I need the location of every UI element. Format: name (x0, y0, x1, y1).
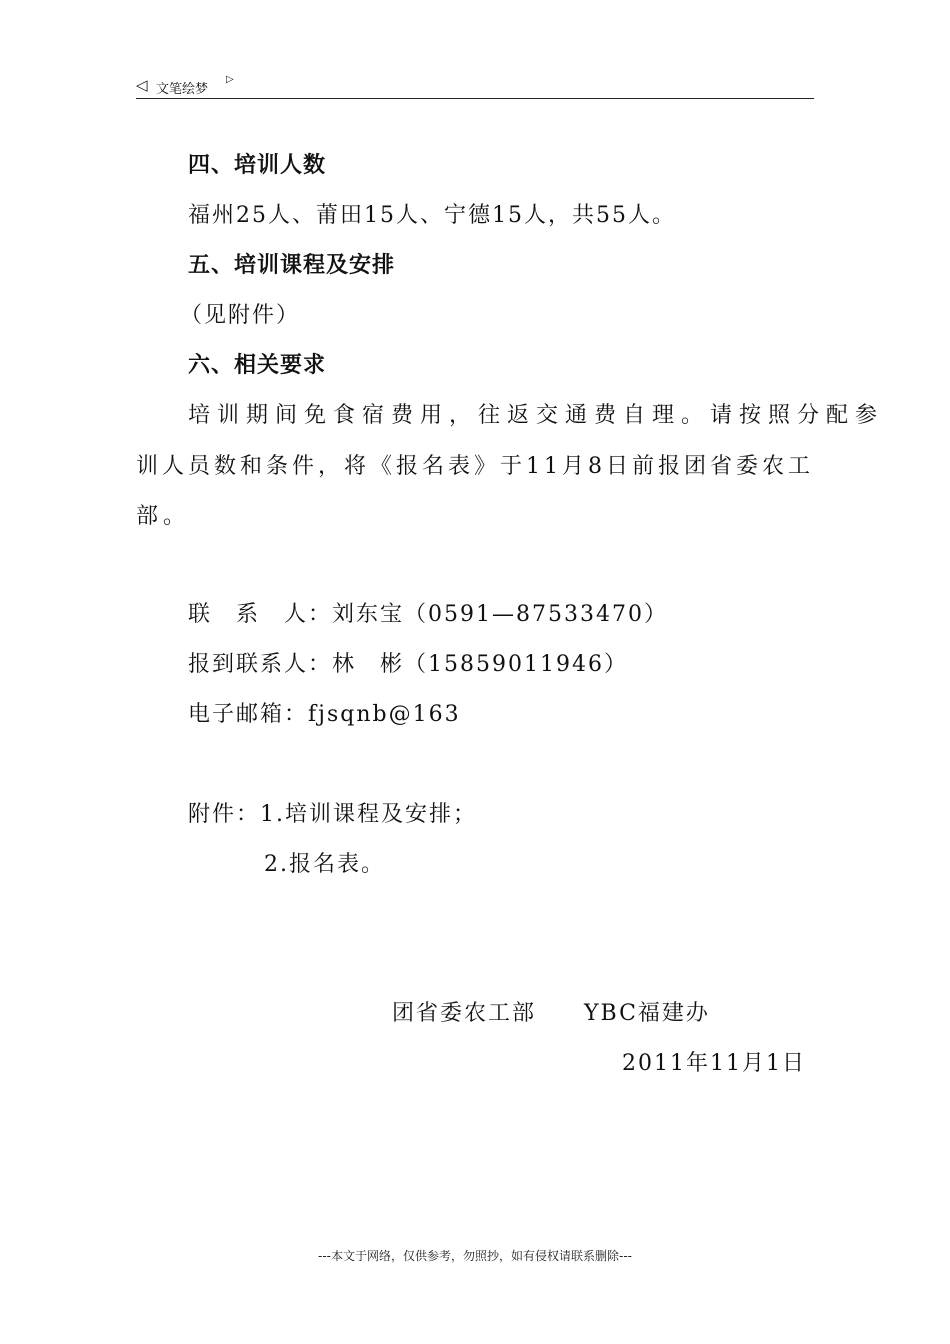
section4-heading: 四、培训人数 (188, 153, 327, 178)
section4-text: 福州25人、莆田15人、宁德15人，共55人。 (188, 203, 676, 228)
signature-orgs: 团省委农工部 YBC福建办 (392, 1001, 710, 1026)
attachment-line2: 2.报名表。 (264, 852, 385, 877)
footer-disclaimer: ---本文于网络，仅供参考，勿照抄，如有侵权请联系删除--- (318, 1249, 632, 1263)
signature-date: 2011年11月1日 (622, 1051, 806, 1076)
header-brand: 文笔绘梦 (156, 82, 209, 97)
section6-para-line3: 部。 (136, 504, 191, 529)
attachment-line1: 附件：1.培训课程及安排； (188, 802, 477, 827)
section6-heading: 六、相关要求 (188, 353, 327, 378)
section5-text: （见附件） (180, 303, 301, 328)
contact-person: 联 系 人：刘东宝（0591—87533470） (188, 602, 668, 627)
section6-para-line1: 培训期间免食宿费用，往返交通费自理。请按照分配参 (188, 403, 885, 428)
triangle-left-icon: ◁ (136, 76, 148, 94)
contact-arrival: 报到联系人：林 彬（15859011946） (188, 652, 628, 677)
contact-email: 电子邮箱：fjsqnb@163 (188, 702, 461, 727)
section5-heading: 五、培训课程及安排 (188, 253, 396, 278)
section6-para-line2: 训人员数和条件，将《报名表》于11月8日前报团省委农工 (136, 454, 814, 479)
triangle-right-icon: ▷ (226, 74, 234, 85)
page-header (136, 72, 814, 99)
